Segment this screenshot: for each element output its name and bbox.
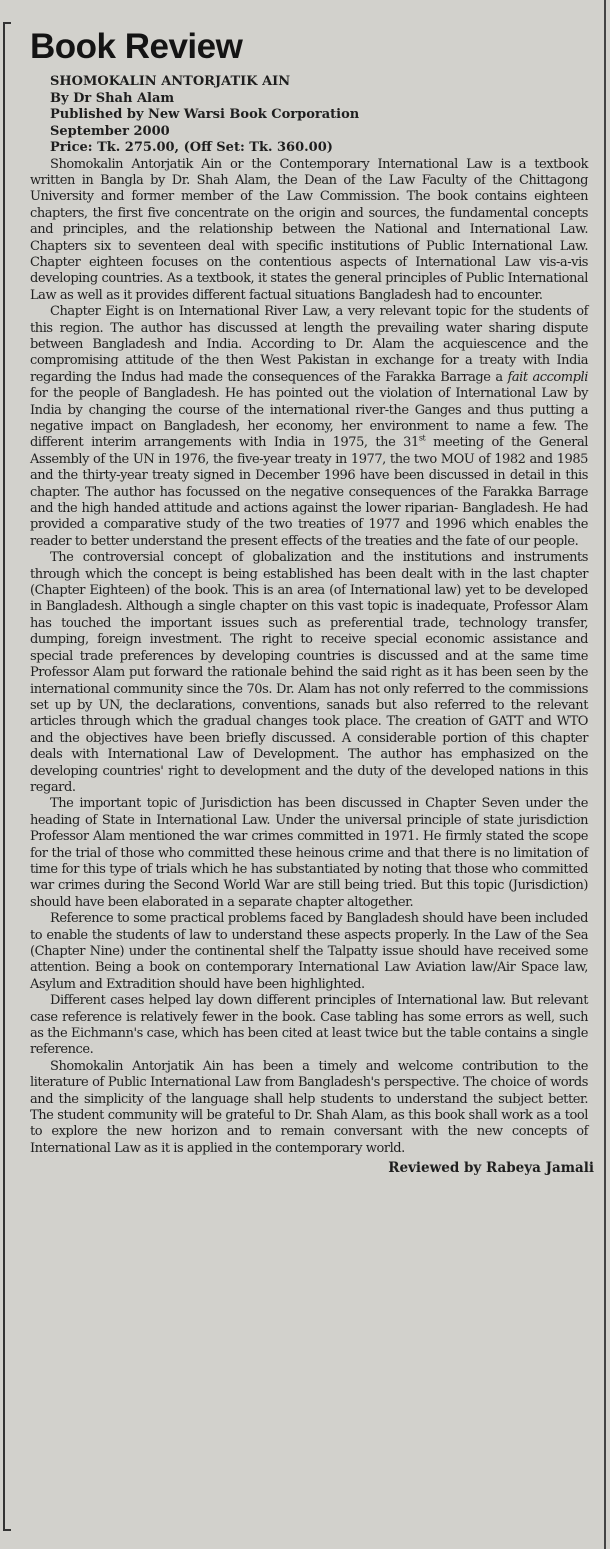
book-title: SHOMOKALIN ANTORJATIK AIN xyxy=(50,74,291,89)
column-right-rule xyxy=(604,0,606,1549)
paragraph-practical-problems: Reference to some practical problems faced by Bangladesh should have been included to enable the students of law to understand these aspects properly. In the Law of the Sea (Chapter Nine) under the continental shelf the Talpatty issue should have received some attention. Being a book on contemporary International Law Aviation law/Air Space law, Asylum and Extradition should have been highlighted. xyxy=(30,911,588,992)
book-price: Price: Tk. 275.00, (Off Set: Tk. 360.00) xyxy=(50,140,333,155)
paragraph-cases: Different cases helped lay down different principles of International law. But relevant case reference is relatively fewer in the book. Case tabling has some errors as well, such as the Eichmann's case, which has been cited at least twice but the table contains a single reference. xyxy=(30,993,588,1058)
paragraph-text: for the people of Bangladesh. He has pointed out the violation of International Law by India by changing the course of the international river-the Ganges and thus putting a negative impact on Bangladesh, her economy, her environment to name a few. The different interim arrangements with India in 1975, the 31 xyxy=(30,386,588,451)
italic-phrase: fait accompli xyxy=(507,369,588,385)
book-author: By Dr Shah Alam xyxy=(50,90,175,106)
book-review-article xyxy=(30,26,594,1177)
paragraph-text: Chapter Eight is on International River Law, a very relevant topic for the students of this region. The author has discussed at length the prevailing water sharing dispute between Bangladesh and India. According to Dr. Alam the acquiescence and the compromising attitude of the then West Pakistan in exchange for a treaty with India regarding the Indus had made the consequences of the Farakka Barrage a xyxy=(30,304,588,385)
paragraph-text: meeting of the General Assembly of the UN in 1976, the five-year treaty in 1977, the two MOU of 1982 and 1985 and the thirty-year treaty signed in December 1996 have been discussed in detail in this chapter. The author has focussed on the negative consequences of the Farakka Barrage and the high handed attitude and actions against the lower riparian- Bangladesh. He had provided a comparative study of the two treaties of 1977 and 1996 which enables the reader to better understand the present effects of the treaties and the fate of our people. xyxy=(30,435,588,549)
column-bottom-rule xyxy=(3,1529,11,1531)
paragraph-river-law xyxy=(30,304,588,550)
column-left-rule xyxy=(3,22,5,1530)
paragraph-overview: Shomokalin Antorjatik Ain or the Contemporary International Law is a textbook written in Bangla by Dr. Shah Alam, the Dean of the Law Faculty of the Chittagong University and former member of the Law Commission. The book contains eighteen chapters, the first five concentrate on the origin and sources, the fundamental concepts and principles, and the relationship between the National and International Law. Chapters six to seventeen deal with specific institutions of Public International Law. Chapter eighteen focuses on the contentious aspects of International Law vis-a-vis developing countries. As a textbook, it states the general principles of Public International Law as well as it provides different factual situations Bangladesh had to encounter. xyxy=(30,156,588,303)
publication-date: September 2000 xyxy=(50,123,170,139)
reviewer-credit: Reviewed by Rabeya Jamali xyxy=(388,1160,594,1177)
ordinal-suffix: st xyxy=(418,434,426,444)
book-details xyxy=(50,74,588,157)
column-top-rule xyxy=(3,22,11,24)
paragraph-globalization: The controversial concept of globalization and the institutions and instruments through which the concept is being established has been dealt with in the last chapter (Chapter Eighteen) of the book. This is an area (of International law) yet to be developed in Bangladesh. Although a single chapter on this vast topic is inadequate, Professor Alam has touched the important issues such as preferential trade, technology transfer, dumping, foreign investment. The right to receive special economic assistance and special trade preferences by developing countries is discussed and at the same time Professor Alam put forward the rationale behind the said right as it has been seen by the international community since the 70s. Dr. Alam has not only referred to the commissions set up by UN, the declarations, conventions, sanads but also referred to the relevant articles through which the gradual changes took place. The creation of GATT and WTO and the objectives have been briefly discussed. A considerable portion of this chapter deals with International Law of Development. The author has emphasized on the developing countries' right to development and the duty of the developed nations in this regard. xyxy=(30,550,588,795)
review-body xyxy=(30,157,588,1158)
book-publisher: Published by New Warsi Book Corporation xyxy=(50,107,360,122)
paragraph-jurisdiction: The important topic of Jurisdiction has been discussed in Chapter Seven under the heading of State in International Law. Under the universal principle of state jurisdiction Professor Alam mentioned the war crimes committed in 1971. He firmly stated the scope for the trial of those who committed these heinous crime and that there is no limitation of time for this type of trials which he has substantiated by noting that those who committed war crimes during the Second World War are still being tried. But this topic (Jurisdiction) should have been elaborated in a separate chapter altogether. xyxy=(30,796,588,910)
paragraph-conclusion: Shomokalin Antorjatik Ain has been a timely and welcome contribution to the literature of Public International Law from Bangladesh's perspective. The choice of words and the simplicity of the language shall help students to understand the subject better. The student community will be grateful to Dr. Shah Alam, as this book shall work as a tool to explore the new horizon and to remain conversant with the new concepts of International Law as it is applied in the contemporary world. xyxy=(30,1058,588,1156)
page-title: Book Review xyxy=(30,27,243,66)
